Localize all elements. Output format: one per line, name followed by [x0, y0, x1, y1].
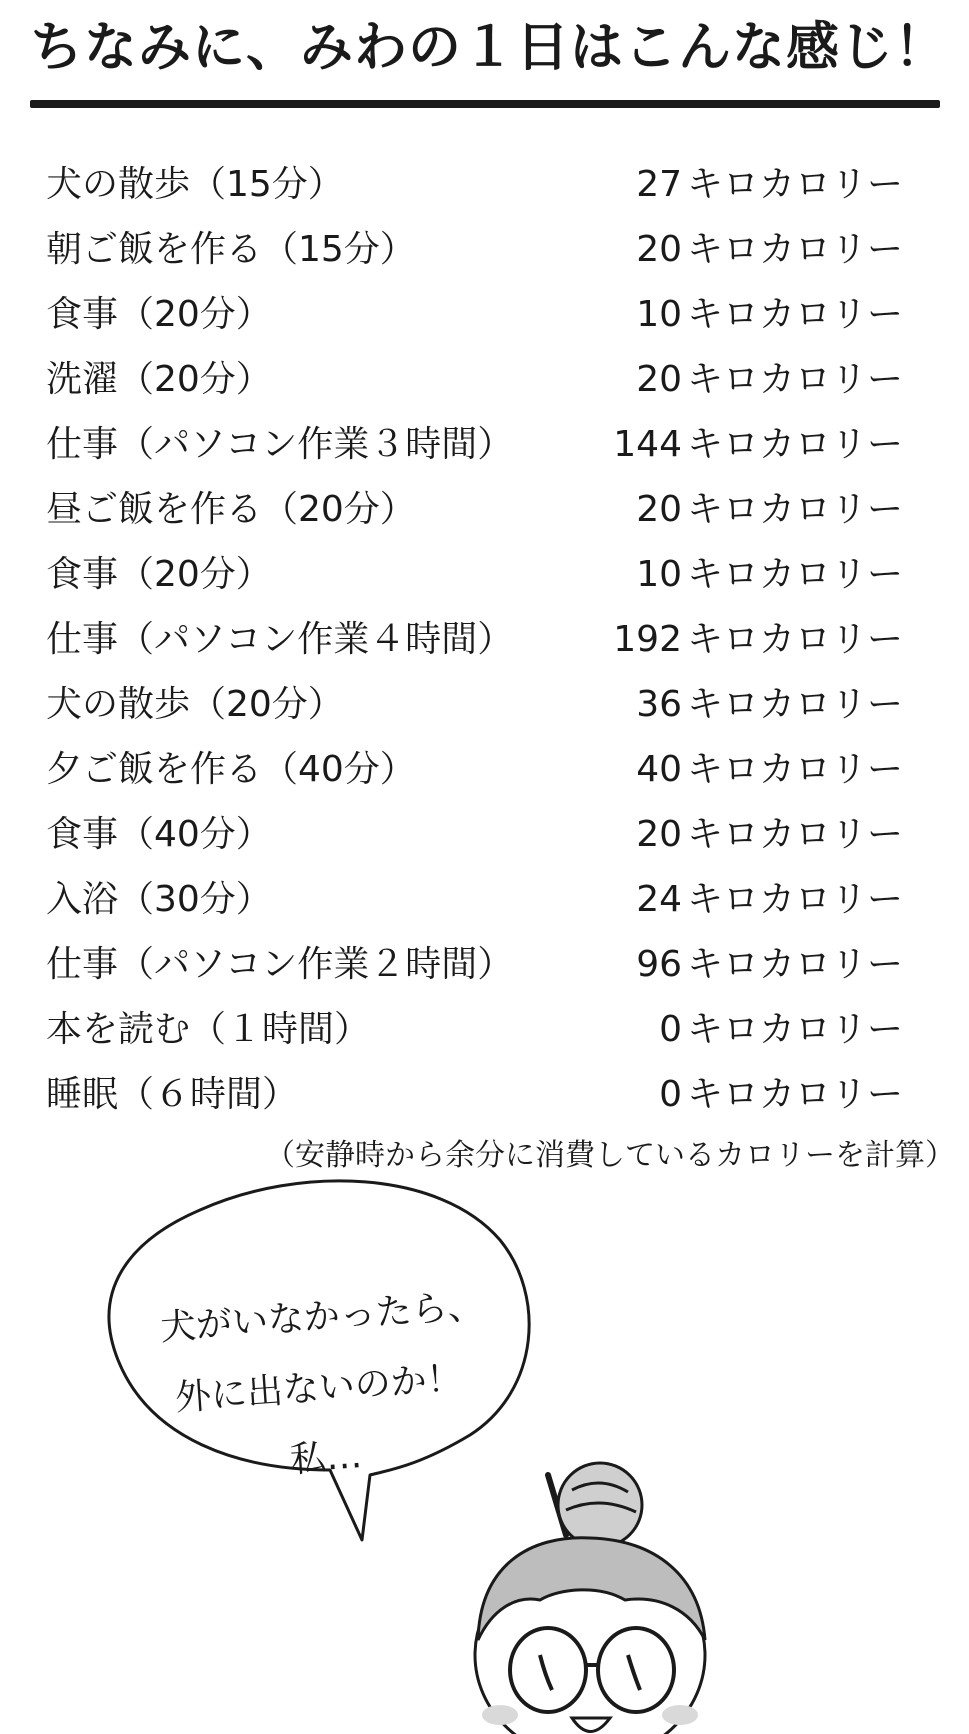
calorie-unit: キロカロリー [687, 229, 904, 270]
calculation-note: （安静時から余分に消費しているカロリーを計算） [265, 1138, 955, 1173]
activity-label: 犬の散歩（20分） [46, 684, 344, 725]
calorie-unit: キロカロリー [687, 814, 904, 855]
calorie-value: 20 [636, 229, 682, 270]
activity-label: 食事（40分） [46, 814, 272, 855]
speech-bubble-line: 犬がいなかったら、 [158, 1285, 485, 1349]
calorie-value: 144 [613, 424, 682, 465]
illustration [0, 1170, 969, 1734]
speech-bubble-line: 外に出ないのか！ [173, 1357, 464, 1419]
list-item [46, 607, 910, 672]
calorie-unit: キロカロリー [687, 619, 904, 660]
activity-label: 入浴（30分） [46, 879, 272, 920]
list-item [46, 802, 910, 867]
activity-label: 本を読む（１時間） [46, 1009, 371, 1050]
calorie-value: 40 [636, 749, 682, 790]
list-item [46, 1062, 910, 1127]
calorie-value: 0 [659, 1074, 682, 1115]
calorie-unit: キロカロリー [687, 554, 904, 595]
calorie-unit: キロカロリー [687, 1074, 904, 1115]
calorie-value: 36 [636, 684, 682, 725]
list-item [46, 282, 910, 347]
list-item [46, 867, 910, 932]
calorie-value: 10 [636, 294, 682, 335]
calorie-value: 20 [636, 489, 682, 530]
list-item [46, 412, 910, 477]
activity-label: 仕事（パソコン作業４時間） [46, 619, 514, 660]
list-item [46, 932, 910, 997]
calorie-list [46, 152, 910, 1127]
activity-label: 朝ご飯を作る（15分） [46, 229, 416, 270]
activity-label: 食事（20分） [46, 554, 272, 595]
activity-label: 仕事（パソコン作業２時間） [46, 944, 514, 985]
list-item [46, 542, 910, 607]
calorie-unit: キロカロリー [687, 749, 904, 790]
calorie-unit: キロカロリー [687, 684, 904, 725]
calorie-value: 192 [613, 619, 682, 660]
page-title: ちなみに、みわの１日はこんな感じ！ [30, 17, 948, 78]
activity-label: 昼ご飯を作る（20分） [46, 489, 416, 530]
activity-label: 夕ご飯を作る（40分） [46, 749, 416, 790]
calorie-unit: キロカロリー [687, 944, 904, 985]
calorie-value: 20 [636, 814, 682, 855]
list-item [46, 672, 910, 737]
activity-label: 食事（20分） [46, 294, 272, 335]
calorie-unit: キロカロリー [687, 879, 904, 920]
title-underline [30, 100, 940, 108]
calorie-value: 10 [636, 554, 682, 595]
calorie-unit: キロカロリー [687, 164, 904, 205]
calorie-value: 96 [636, 944, 682, 985]
list-item [46, 152, 910, 217]
list-item [46, 737, 910, 802]
calorie-unit: キロカロリー [687, 359, 904, 400]
calorie-value: 20 [636, 359, 682, 400]
activity-label: 犬の散歩（15分） [46, 164, 344, 205]
character [475, 1463, 705, 1734]
glasses-right [598, 1628, 674, 1712]
calorie-unit: キロカロリー [687, 294, 904, 335]
calorie-unit: キロカロリー [687, 1009, 904, 1050]
calorie-value: 24 [636, 879, 682, 920]
calorie-value: 0 [659, 1009, 682, 1050]
calorie-unit: キロカロリー [687, 489, 904, 530]
glasses-left [510, 1628, 586, 1712]
list-item [46, 477, 910, 542]
activity-label: 洗濯（20分） [46, 359, 272, 400]
calorie-unit: キロカロリー [687, 424, 904, 465]
list-item [46, 217, 910, 282]
speech-bubble-line: 私… [288, 1435, 364, 1481]
list-item [46, 347, 910, 412]
activity-label: 仕事（パソコン作業３時間） [46, 424, 514, 465]
list-item [46, 997, 910, 1062]
activity-label: 睡眠（６時間） [46, 1074, 299, 1115]
calorie-value: 27 [636, 164, 682, 205]
hair-bun [558, 1463, 642, 1547]
